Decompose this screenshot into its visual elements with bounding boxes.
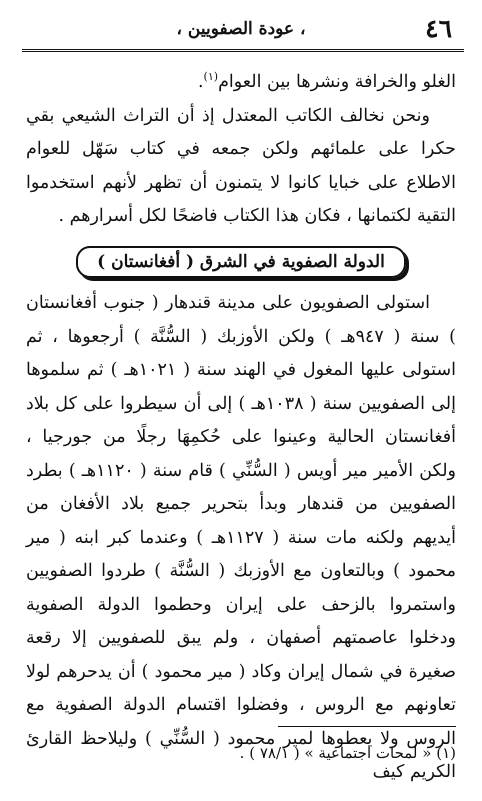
running-title: ، عودة الصفويين ،	[176, 19, 306, 39]
page-header	[26, 14, 456, 44]
header-rule	[22, 49, 464, 52]
paragraph-3: استولى الصفويون على مدينة قندهار ( جنوب أفغانستان ) سنة ( ٩٤٧هـ ) ولكن الأوزبك ( السُّنَّة ) أرجعوها ، ثم استولى عليها المغول في الهند سنة ( ١٠٢١هـ ) ثم سلموها إلى الصفويين سنة ( ١٠٣٨هـ ) إلى أن سيطروا على كل بلاد أفغانستان الحالية وعينوا على حُكمِهَا رجلًا من جورجيا ، ولكن الأمير مير أويس ( السُّنِّي ) قام سنة ( ١١٢٠هـ ) بطرد الصفويين من قندهار وبدأ بتحرير جميع بلاد الأفغان من أيديهم ولكنه مات سنة ( ١١٢٧هـ ) وعندما كبر ابنه ( مير محمود ) وبالتعاون مع الأوزبك ( السُّنَّة ) طردوا الصفويين واستمروا بالزحف على إيران وحطموا الدولة الصفوية ودخلوا عاصمتهم أصفهان ، ولم يبق للصفويين إلا رقعة صغيرة في شمال إيران وكاد ( مير محمود ) أن يدحرهم لولا تعاونهم مع الروس ، وفضلوا اقتسام الدولة الصفوية مع الروس ولا يعطوها لمير محمود ( السُّنِّي ) وليلاحظ القارئ الكريم كيف	[26, 293, 457, 782]
section-heading: الدولة الصفوية في الشرق ( أفغانستان )	[76, 246, 406, 278]
footnote-rule	[278, 726, 456, 727]
page-number: ٤٦	[425, 14, 452, 43]
body-text-top	[26, 66, 456, 234]
footnote-reference[interactable]: (١)	[203, 70, 219, 84]
paragraph-2: ونحن نخالف الكاتب المعتدل إذ أن التراث الشيعي بقي حكرا على علمائهم ولكن جمعه في كتاب سَهّل للعوام الاطلاع على خبايا كانوا لا يتمنون أن تظهر لأنهم استخدموا التقية لكتمانها ، فكان هذا الكتاب فاضحًا لكل أسرارهم .	[26, 105, 456, 226]
body-text-bottom	[26, 287, 456, 790]
paragraph-1	[26, 66, 456, 100]
paragraph-1-text: الغلو والخرافة ونشرها بين العوام	[218, 72, 456, 92]
footnote: (١) « لمحات اجتماعية » ( ٧٨/١ ) .	[239, 744, 456, 762]
paragraph-1-end: .	[197, 72, 204, 92]
